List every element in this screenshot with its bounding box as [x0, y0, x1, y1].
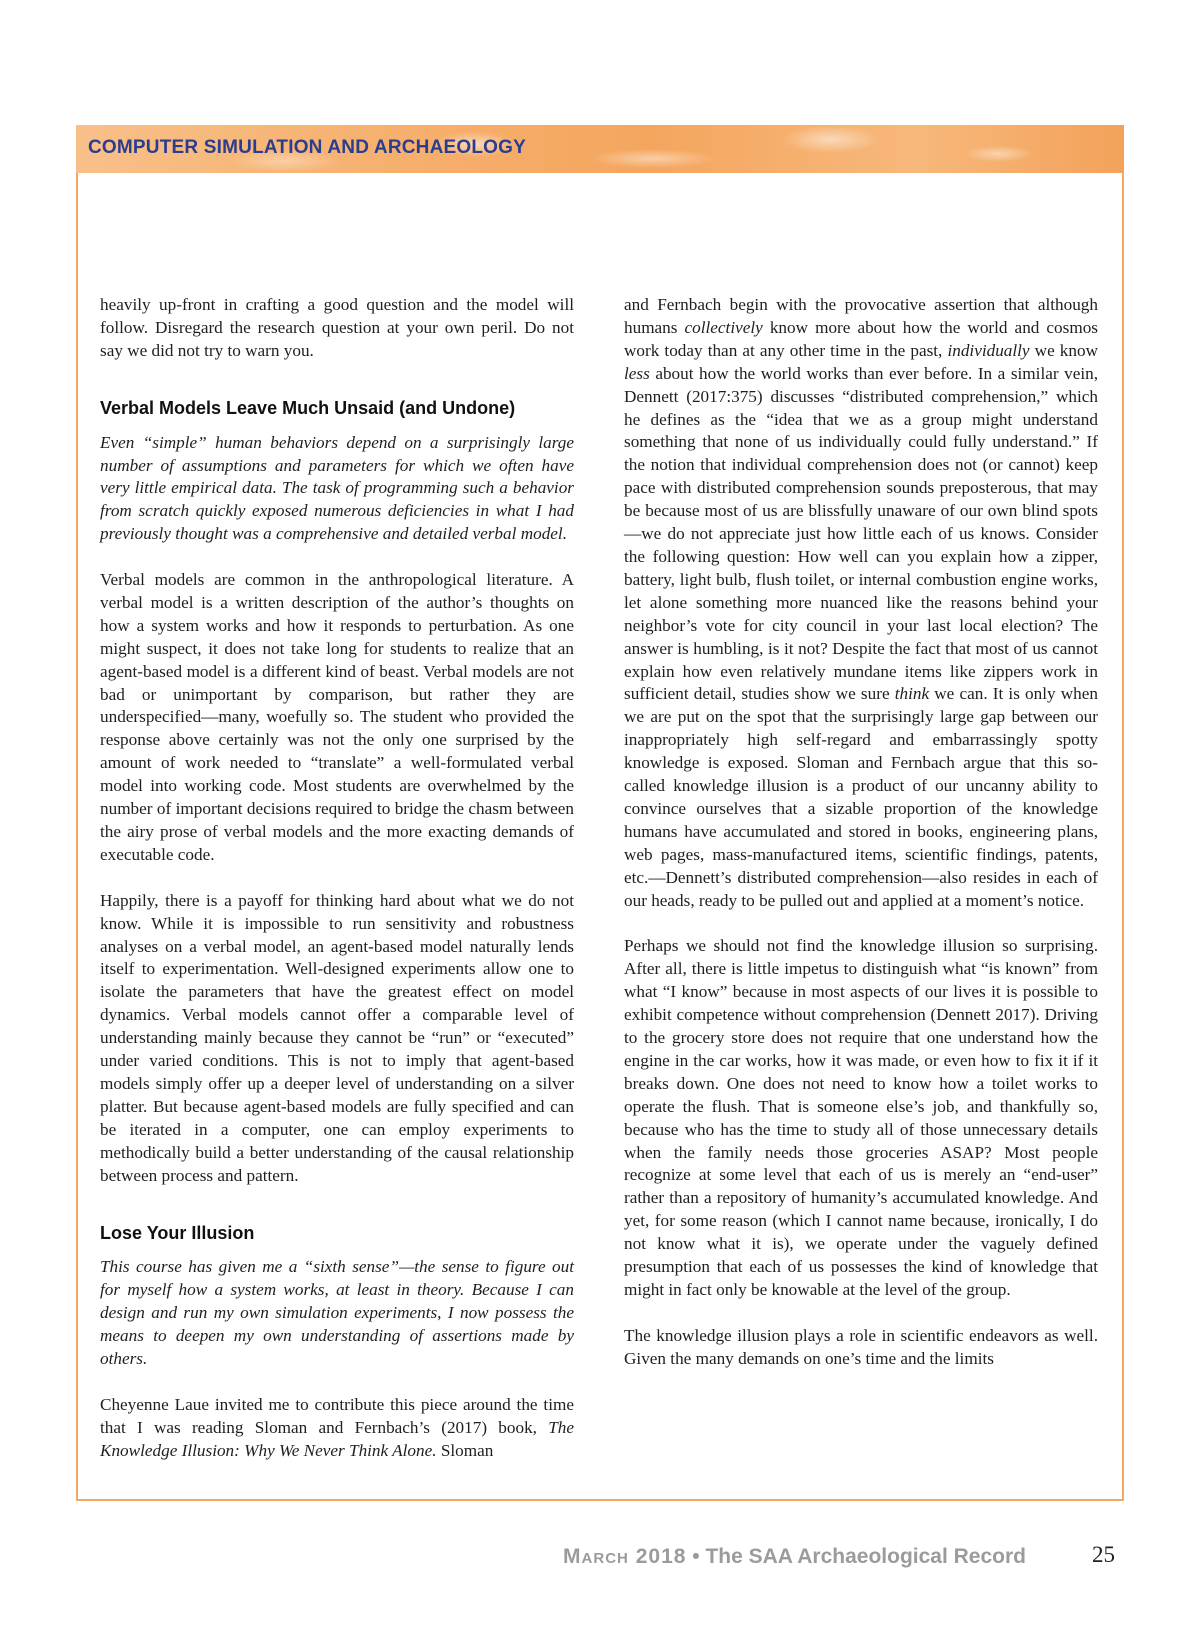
section-heading: Verbal Models Leave Much Unsaid (and Undone) — [100, 397, 516, 418]
text-run: about how the world works than ever before. In a similar vein, Dennett (2017:375) discusses “distributed comprehension,” which he defines as the “idea that we as a group might understand something that none of us individually could fully understand.” If the notion that individual comprehension does not (or cannot) keep pace with distributed comprehension sounds preposterous, that may be because most of us are blissfully unaware of our own blind spots—we do not appreciate just how little each of us knows. Consider the following question: How well can you explain how a zipper, battery, light bulb, flush toilet, or internal combustion engine works, let alone something more nuanced like the reasons behind your neighbor’s vote for city council in your last local election? The answer is humbling, is it not? Despite the fact that most of us cannot explain how even relatively mundane items like zippers work in sufficient detail, studies show we sure — [624, 363, 1098, 704]
publication-name: The SAA Archaeological Record — [705, 1545, 1026, 1568]
emphasis: individually — [947, 340, 1030, 360]
text-run: we can. It is only when we are put on the spot that the surprisingly large gap between our inappropriately high self-regard and embarrassingly spotty knowledge is exposed. Sloman and Fernbach argue that this so-called knowledge illusion is a product of our uncanny ability to convince ourselves that a sizable proportion of the knowledge humans have accumulated and stored in books, engineering plans, web pages, mass-manufactured items, scientific findings, patents, etc.—Dennett’s distributed comprehension—also resides in each of our heads, ready to be pulled out and applied at a moment’s notice. — [624, 684, 1098, 910]
student-quote: This course has given me a “sixth sense”—the sense to figure out for myself how a system works, at least in theory. Because I can design and run my own simulation experiments, I now possess the means to deepen my own understanding of assertions made by others. — [100, 1257, 574, 1369]
text-run: know more about how the world and cosmos work today than at any other time in the past, — [624, 317, 1098, 360]
footer-bullet: • — [692, 1545, 700, 1568]
text-run: and Fernbach begin with the provocative assertion that although humans — [624, 295, 1098, 337]
text-run: we know — [1029, 340, 1098, 360]
section-heading: Lose Your Illusion — [100, 1222, 255, 1243]
paragraph: heavily up-front in crafting a good question and the model will follow. Disregard the research question at your own peril. Do not say we did not try to warn you. — [100, 295, 574, 360]
paragraph: Verbal models are common in the anthropological literature. A verbal model is a written description of the author’s thoughts on how a system works and how it responds to perturbation. As one might suspect, it does not take long for students to realize that an agent-based model is a different kind of beast. Verbal models are not bad or unimportant by comparison, but rather they are underspecified—many, woefully so. The student who provided the response above certainly was not the only one surprised by the amount of work needed to “translate” a well-formulated verbal model into working code. Most students are overwhelmed by the number of important decisions required to bridge the chasm between the airy prose of verbal models and the more exacting demands of executable code. — [100, 570, 574, 864]
student-quote: Even “simple” human behaviors depend on a surprisingly large number of assumptions and parameters for which we often have very little empirical data. The task of programming such a behavior from scratch quickly exposed numerous deficiencies in what I had previously thought was a comprehensive and detailed verbal model. — [100, 432, 574, 544]
section-banner — [76, 125, 1124, 173]
section-title: COMPUTER SIMULATION AND ARCHAEOLOGY — [88, 137, 527, 158]
paragraph: The knowledge illusion plays a role in scientific endeavors as well. Given the many demands on one’s time and the limits — [624, 1325, 1098, 1368]
paragraph — [624, 294, 1098, 912]
left-column — [100, 294, 574, 1463]
page-footer — [563, 1545, 1026, 1569]
emphasis: less — [624, 363, 650, 383]
emphasis: think — [894, 684, 930, 704]
text-run: Sloman — [436, 1440, 494, 1460]
paragraph — [100, 1394, 574, 1463]
book-title: The Knowledge Illusion: Why We Never Think Alone. — [100, 1417, 574, 1460]
page-number: 25 — [1092, 1542, 1115, 1567]
paragraph: Happily, there is a payoff for thinking hard about what we do not know. While it is impossible to run sensitivity and robustness analyses on a verbal model, an agent-based model naturally lends itself to experimentation. Well-designed experiments allow one to isolate the parameters that have the greatest effect on model dynamics. Verbal models cannot offer a comparable level of understanding mainly because they cannot be “run” or “executed” under varied conditions. This is not to imply that agent-based models simply offer up a deeper level of understanding on a silver platter. But because agent-based models are fully specified and can be iterated in a computer, one can employ experiments to methodically build a better understanding of the causal relationship between process and pattern. — [100, 890, 574, 1185]
paragraph: Perhaps we should not find the knowledge illusion so surprising. After all, there is little impetus to distinguish what “is known” from what “I know” because in most aspects of our lives it is possible to exhibit competence without comprehension (Dennett 2017). Driving to the grocery store does not require that one understand how the engine in the car works, how it was made, or even how to fix it if it breaks down. One does not need to know how a toilet works to operate the flush. That is someone else’s job, and thankfully so, because who has the time to study all of those unnecessary details when the family needs those groceries ASAP? Most people recognize at some level that each of us is merely an “end-user” rather than a repository of humanity’s accumulated knowledge. And yet, for some reason (which I cannot name because, ironically, I do not know what it is), we operate under the vaguely defined presumption that each of us possesses the kind of knowledge that might in fact only be knowable at the level of the group. — [624, 936, 1098, 1299]
text-run: Cheyenne Laue invited me to contribute this piece around the time that I was reading Sloman and Fernbach’s (2017) book, — [100, 1394, 574, 1437]
emphasis: collectively — [684, 317, 763, 337]
right-column — [624, 294, 1098, 1371]
issue-date: March 2018 — [563, 1545, 687, 1568]
